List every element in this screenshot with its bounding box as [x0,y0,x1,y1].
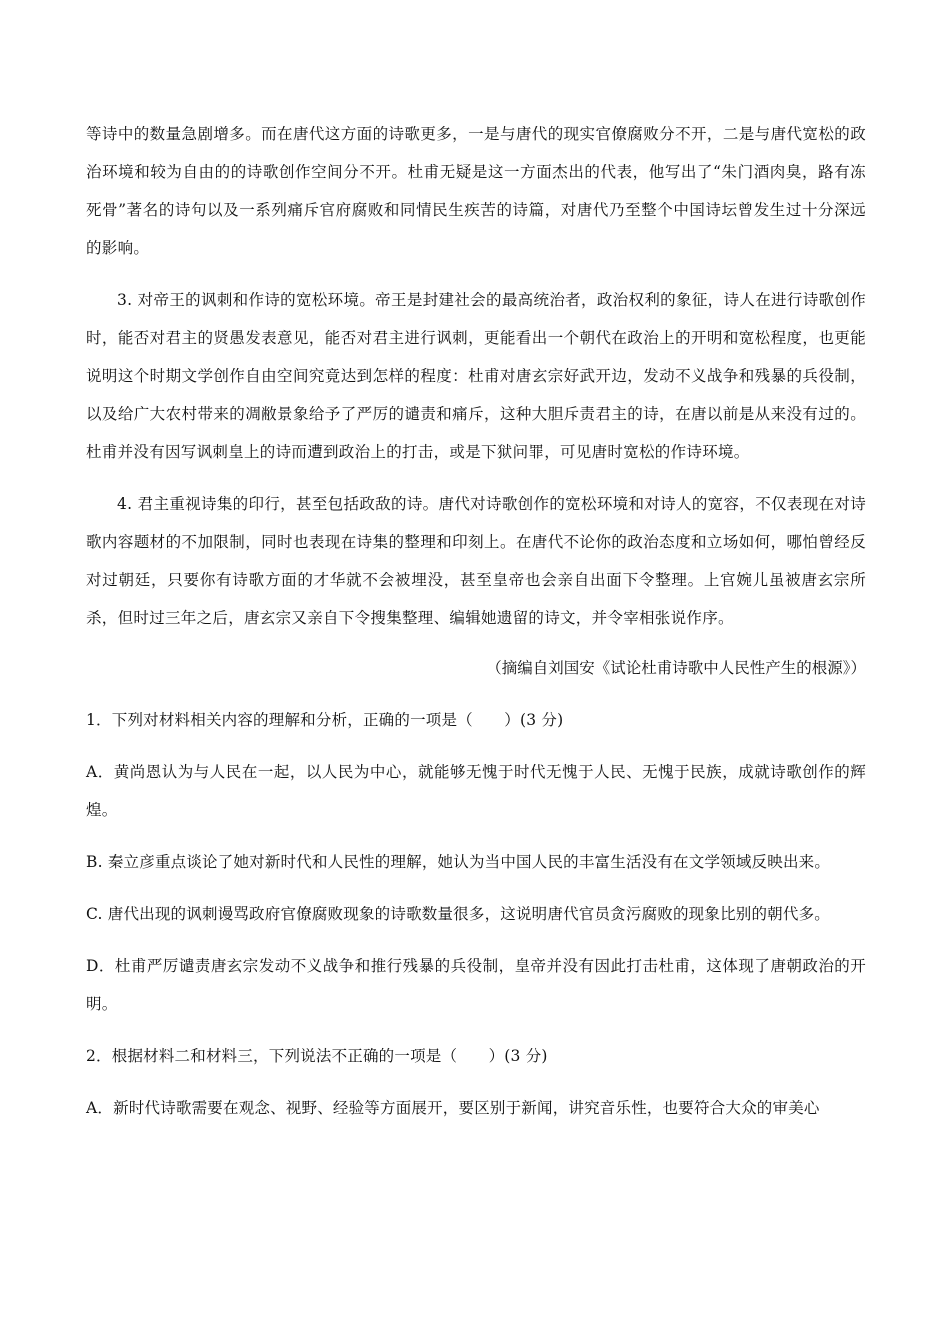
passage-source-citation: （摘编自刘国安《试论杜甫诗歌中人民性产生的根源》） [486,659,866,677]
question-1-stem: 1．下列对材料相关内容的理解和分析，正确的一项是（ ）(3 分) [86,711,564,729]
document-page [86,115,866,1127]
question-1-option-d: D．杜甫严厉谴责唐玄宗发动不义战争和推行残暴的兵役制，皇帝并没有因此打击杜甫，这体现了唐朝政治的开明。 [86,957,866,1013]
passage-paragraph-3: 3. 对帝王的讽刺和作诗的宽松环境。帝王是封建社会的最高统治者，政治权利的象征，诗人在进行诗歌创作时，能否对君主的贤愚发表意见，能否对君主进行讽刺，更能看出一个朝代在政治上的开明和宽松程度，也更能说明这个时期文学创作自由空间究竟达到怎样的程度：杜甫对唐玄宗好武开边，发动不义战争和残暴的兵役制，以及给广大农村带来的凋敝景象给予了严厉的谴责和痛斥，这种大胆斥责君主的诗，在唐以前是从来没有过的。杜甫并没有因写讽刺皇上的诗而遭到政治上的打击，或是下狱问罪，可见唐时宽松的作诗环境。 [86,291,866,461]
question-2-stem: 2．根据材料二和材料三，下列说法不正确的一项是（ ）(3 分) [86,1047,548,1065]
passage-paragraph-continuation: 等诗中的数量急剧增多。而在唐代这方面的诗歌更多，一是与唐代的现实官僚腐败分不开，二是与唐代宽松的政治环境和较为自由的的诗歌创作空间分不开。杜甫无疑是这一方面杰出的代表，他写出了“朱门酒肉臭，路有冻死骨”著名的诗句以及一系列痛斥官府腐败和同情民生疾苦的诗篇，对唐代乃至整个中国诗坛曾发生过十分深远的影响。 [86,125,866,257]
question-1-option-a: A．黄尚恩认为与人民在一起，以人民为中心，就能够无愧于时代无愧于人民、无愧于民族，成就诗歌创作的辉煌。 [86,763,866,819]
passage-paragraph-4: 4. 君主重视诗集的印行，甚至包括政敌的诗。唐代对诗歌创作的宽松环境和对诗人的宽容，不仅表现在对诗歌内容题材的不加限制，同时也表现在诗集的整理和印刻上。在唐代不论你的政治态度和立场如何，哪怕曾经反对过朝廷，只要你有诗歌方面的才华就不会被埋没，甚至皇帝也会亲自出面下令整理。上官婉儿虽被唐玄宗所杀，但时过三年之后，唐玄宗又亲自下令搜集整理、编辑她遗留的诗文，并令宰相张说作序。 [86,495,866,627]
question-2-option-a: A．新时代诗歌需要在观念、视野、经验等方面展开，要区别于新闻，讲究音乐性，也要符合大众的审美心 [86,1099,820,1117]
question-1-option-c: C. 唐代出现的讽刺谩骂政府官僚腐败现象的诗歌数量很多，这说明唐代官员贪污腐败的现象比别的朝代多。 [86,905,830,923]
question-1-option-b: B. 秦立彦重点谈论了她对新时代和人民性的理解，她认为当中国人民的丰富生活没有在文学领域反映出来。 [86,853,831,871]
